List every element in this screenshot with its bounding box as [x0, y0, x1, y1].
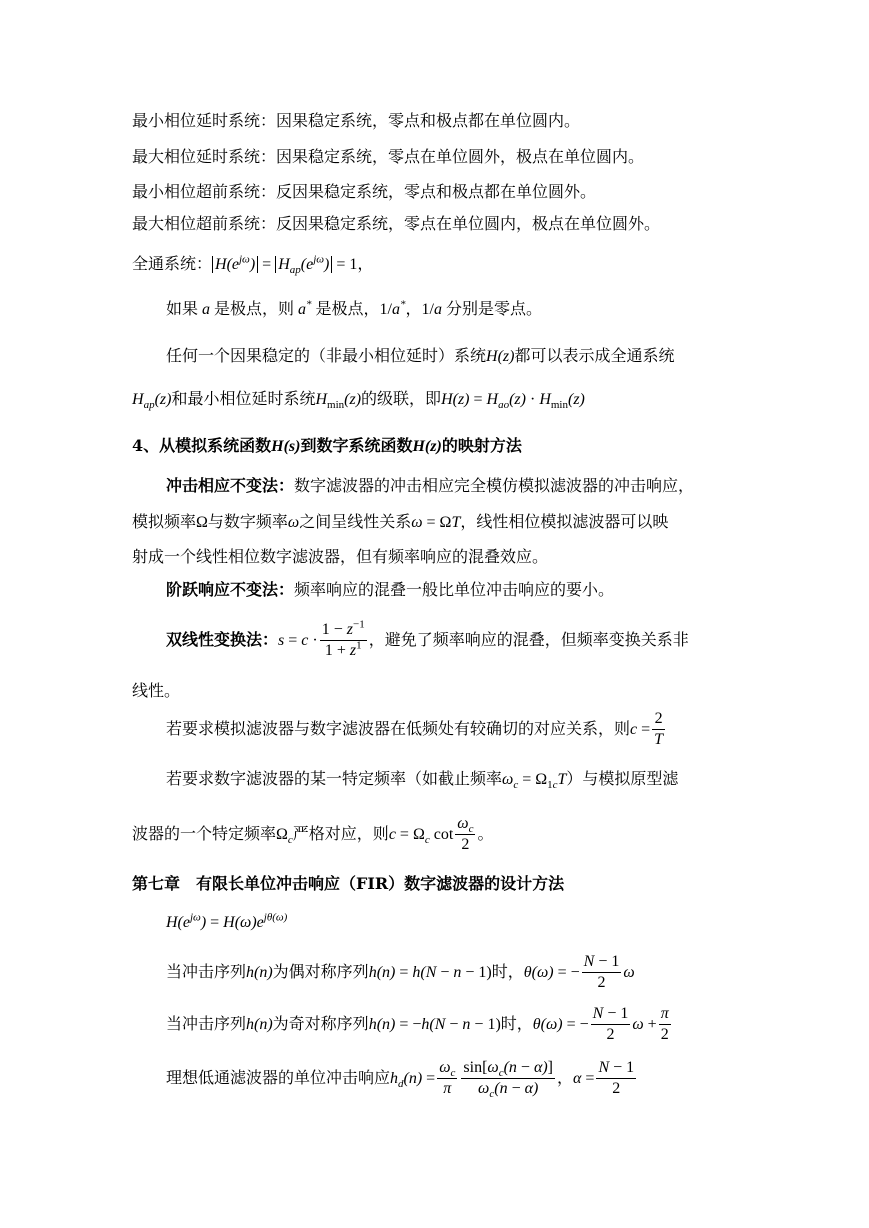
ideal-lowpass-line: 理想低通滤波器的单位冲击响应$h_d(n)$ = $\frac{\omega_c}{\pi}$ $\frac{\sin[\omega_c(n - \alpha)]}{\omega_c(n - \alpha)}$ ，α = $\frac{N - 1}{2}$	[166, 1059, 635, 1101]
max-phase-lead-line: 最大相位超前系统：反因果稳定系统，零点在单位圆内，极点在单位圆外。	[132, 214, 661, 233]
section-4-heading: 4、从模拟系统函数H(s)到数字系统函数H(z)的映射方法	[132, 436, 522, 455]
bilinear-fraction: $\frac{1 - z^{-1}}{1 + z^1}$	[321, 618, 365, 659]
bilinear-line-5: 波器的一个特定频率$\Omega_c$严格对应，则$c = \Omega_c$ cot $\frac{\omega_c}{2}$ 。	[132, 815, 494, 853]
bilinear-line-4: 若要求数字滤波器的某一特定频率（如截止频率$\omega_c = \Omega_{1c}T$）与模拟原型滤	[166, 769, 679, 792]
allpass-line: 全通系统： $H(e^{j\omega}) = H_{ap}(e^{j\omega}) = 1$，	[132, 253, 374, 277]
bilinear-line-2: 线性。	[132, 681, 181, 700]
even-symmetric-line: 当冲击序列h(n)为偶对称序列h(n) = h(N − n − 1)时，θ(ω) = − $\frac{N - 1}{2}$ ω	[166, 953, 635, 991]
chapter-7-heading: 第七章 有限长单位冲击响应（FIR）数字滤波器的设计方法	[132, 874, 565, 893]
cascade-line-1: 任何一个因果稳定的（非最小相位延时）系统H(z)都可以表示成全通系统	[166, 346, 675, 365]
odd-symmetric-line: 当冲击序列h(n)为奇对称序列h(n) = −h(N − n − 1)时，θ(ω) = − $\frac{N - 1}{2}$ ω + $\frac{\pi}{2}$	[166, 1005, 669, 1043]
allpass-label: 全通系统：	[132, 254, 213, 273]
min-phase-delay-line: 最小相位延时系统：因果稳定系统，零点和极点都在单位圆内。	[132, 111, 581, 130]
step-invariance-line: 阶跃响应不变法：频率响应的混叠一般比单位冲击响应的要小。	[166, 580, 615, 599]
frequency-response-formula: $H(e^{j\omega}) = H(\omega)e^{j\theta(\omega)}$	[166, 911, 288, 931]
impulse-invariance-line-1: 冲击相应不变法：数字滤波器的冲击相应完全模仿模拟滤波器的冲击响应，	[166, 476, 695, 495]
impulse-invariance-line-2: 模拟频率Ω与数字频率ω之间呈线性关系ω = ΩT，线性相位模拟滤波器可以映	[132, 512, 669, 531]
cascade-line-2: $H_{ap}(z)$和最小相位延时系统$H_{min}(z)$的级联，即$H(z) = H_{ao}(z) \cdot H_{min}(z)$	[132, 389, 585, 412]
bilinear-line-3: 若要求模拟滤波器与数字滤波器在低频处有较确切的对应关系，则c = $\frac{2}{T}$	[166, 710, 664, 748]
allpass-poles-line: 如果 a 是极点，则 a* 是极点，1/a*，1/a 分别是零点。	[166, 298, 542, 318]
max-phase-delay-line: 最大相位延时系统：因果稳定系统，零点在单位圆外，极点在单位圆内。	[132, 147, 645, 166]
min-phase-lead-line: 最小相位超前系统：反因果稳定系统，零点和极点都在单位圆外。	[132, 182, 597, 201]
allpass-formula: $H(e^{j\omega}) = H_{ap}(e^{j\omega}) = 1$	[212, 256, 357, 273]
bilinear-line-1: 双线性变换法：s = c · $\frac{1 - z^{-1}}{1 + z^1}$ ，避免了频率响应的混叠，但频率变换关系非	[166, 618, 689, 659]
impulse-invariance-line-3: 射成一个线性相位数字滤波器，但有频率响应的混叠效应。	[132, 547, 549, 566]
